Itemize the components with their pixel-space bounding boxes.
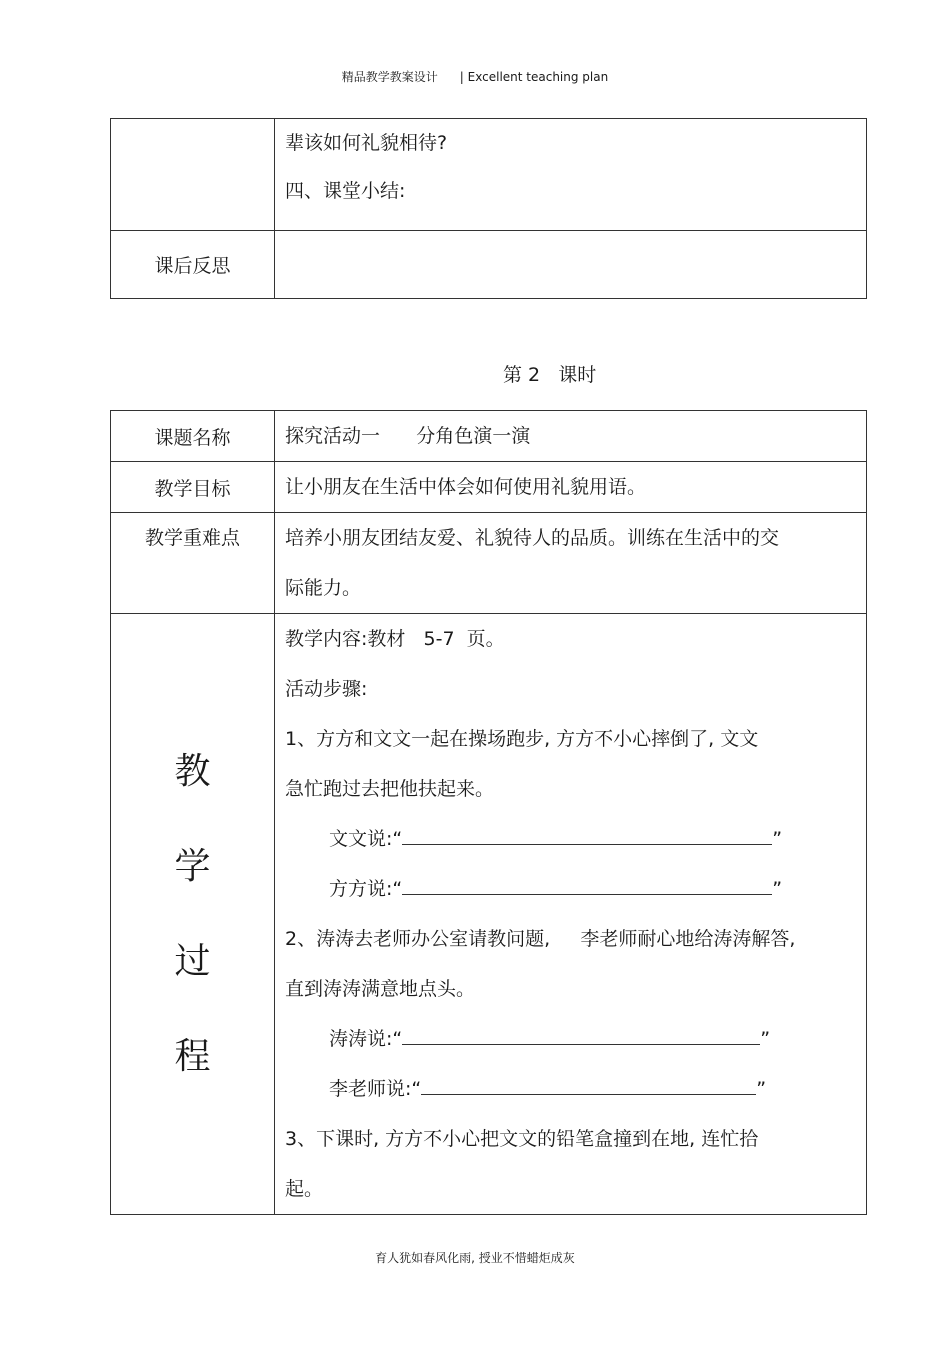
text-line: 培养小朋友团结友爱、礼貌待人的品质。训练在生活中的交 — [285, 527, 780, 549]
page-footer: 育人犹如春风化雨, 授业不惜蜡炬成灰 — [375, 1251, 575, 1265]
text-line: 辈该如何礼貌相待? — [285, 132, 448, 154]
process-content-cell — [275, 614, 867, 1215]
header-title-en: | Excellent teaching plan — [459, 70, 609, 84]
dialogue-line — [285, 864, 852, 914]
steps-title: 活动步骤: — [285, 678, 368, 700]
answer-blank[interactable] — [402, 864, 772, 895]
close-quote: ” — [760, 1028, 771, 1050]
key-points-label-cell — [111, 513, 275, 614]
header-title-cn: 精品教学教案设计 — [341, 70, 438, 84]
goal-value: 让小朋友在生活中体会如何使用礼貌用语。 — [285, 476, 647, 498]
speaker-label: 方方说:“ — [329, 878, 403, 900]
answer-blank[interactable] — [402, 814, 772, 845]
table-row — [111, 411, 867, 462]
speaker-label: 李老师说:“ — [329, 1078, 422, 1100]
key-points-label: 教学重难点 — [144, 527, 240, 549]
table-row — [111, 462, 867, 513]
step-3-line: 起。 — [285, 1178, 324, 1200]
reflection-label: 课后反思 — [111, 231, 275, 299]
process-label-cell — [111, 614, 275, 1215]
process-label-char: 学 — [174, 846, 211, 887]
close-quote: ” — [772, 828, 783, 850]
teaching-content: 教学内容:教材 5-7 页。 — [285, 628, 505, 650]
summary-table — [110, 118, 867, 299]
process-label-char: 程 — [174, 1036, 211, 1077]
speaker-label: 文文说:“ — [329, 828, 403, 850]
topic-value: 探究活动一 分角色演一演 — [285, 425, 531, 447]
answer-blank[interactable] — [402, 1014, 760, 1045]
table-row — [111, 513, 867, 614]
close-quote: ” — [756, 1078, 767, 1100]
step-3-line: 3、下课时, 方方不小心把文文的铅笔盒撞到在地, 连忙拾 — [285, 1128, 759, 1150]
lesson-plan-table — [110, 410, 867, 1215]
step-1-line: 1、方方和文文一起在操场跑步, 方方不小心摔倒了, 文文 — [285, 728, 759, 750]
table-row — [111, 231, 867, 299]
step-2-line: 2、涛涛去老师办公室请教问题, 李老师耐心地给涛涛解答, — [285, 928, 796, 950]
process-label-char: 过 — [174, 941, 211, 982]
empty-label-cell — [111, 119, 275, 231]
speaker-label: 涛涛说:“ — [329, 1028, 403, 1050]
dialogue-line — [285, 1064, 852, 1114]
step-2-line: 直到涛涛满意地点头。 — [285, 978, 476, 1000]
goal-value-cell — [275, 462, 867, 513]
lesson-title: 第 2 课时 — [503, 364, 597, 386]
summary-content-cell — [275, 119, 867, 231]
key-points-value-cell — [275, 513, 867, 614]
text-line: 四、课堂小结: — [285, 180, 406, 202]
close-quote: ” — [772, 878, 783, 900]
answer-blank[interactable] — [421, 1064, 756, 1095]
topic-label: 课题名称 — [111, 411, 275, 462]
step-1-line: 急忙跑过去把他扶起来。 — [285, 778, 495, 800]
goal-label: 教学目标 — [111, 462, 275, 513]
text-line: 际能力。 — [285, 577, 362, 599]
reflection-content-cell — [275, 231, 867, 299]
topic-value-cell — [275, 411, 867, 462]
process-label-char: 教 — [174, 751, 211, 792]
process-label — [111, 724, 274, 1104]
table-row — [111, 614, 867, 1215]
dialogue-line — [285, 814, 852, 864]
table-row — [111, 119, 867, 231]
dialogue-line — [285, 1014, 852, 1064]
page-header — [0, 68, 950, 85]
